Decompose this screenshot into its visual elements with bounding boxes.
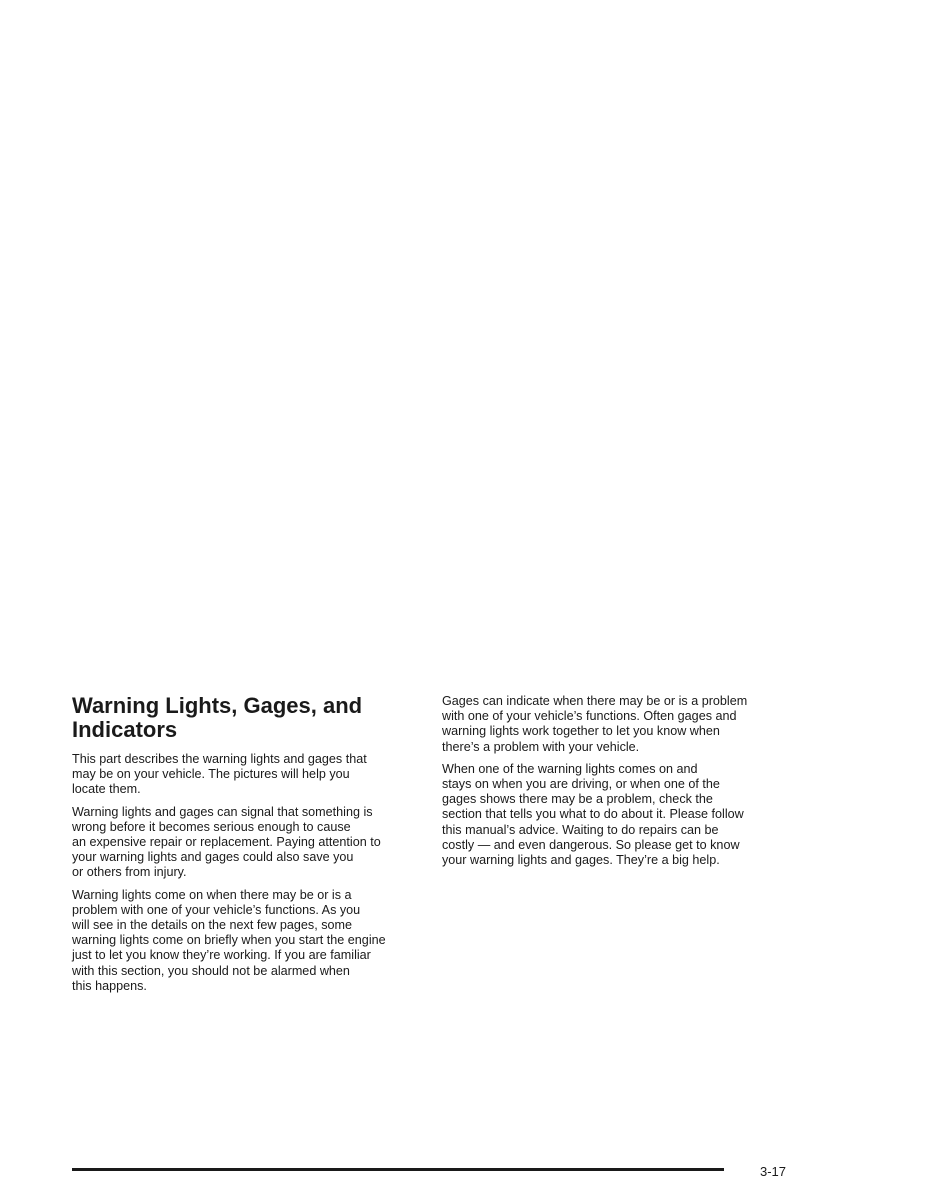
paragraph-gages: Gages can indicate when there may be or is a problem with one of your vehicle’s functions. Often gages and warning lights work together to let you know when there’s a problem with your vehicle. bbox=[442, 694, 748, 754]
paragraph-intro: This part describes the warning lights and gages that may be on your vehicle. The pictures will help you locate them. bbox=[72, 752, 367, 797]
left-column bbox=[72, 694, 424, 1001]
section-title: Warning Lights, Gages, and Indicators bbox=[72, 693, 363, 742]
footer-rule bbox=[72, 1168, 724, 1171]
right-column bbox=[442, 694, 792, 875]
paragraph-what-to-do: When one of the warning lights comes on and stays on when you are driving, or when one of the gages shows there may be a problem, check the section that tells you what to do about it. Please follow this manual’s advice. Waiting to do repairs can be costly — and even dangerous. So please get to know your warning lights and gages. They’re a big help. bbox=[442, 761, 744, 868]
paragraph-signal: Warning lights and gages can signal that something is wrong before it becomes serious enough to cause an expensive repair or replacement. Paying attention to your warning lights and gages could also save you or others from injury. bbox=[72, 804, 381, 880]
page-number: 3-17 bbox=[760, 1164, 787, 1179]
paragraph-warning-lights: Warning lights come on when there may be or is a problem with one of your vehicle’s functions. As you will see in the details on the next few pages, some warning lights come on briefly when you start the engine just to let you know they’re working. If you are familiar with this section, you should not be alarmed when this happens. bbox=[72, 887, 386, 993]
